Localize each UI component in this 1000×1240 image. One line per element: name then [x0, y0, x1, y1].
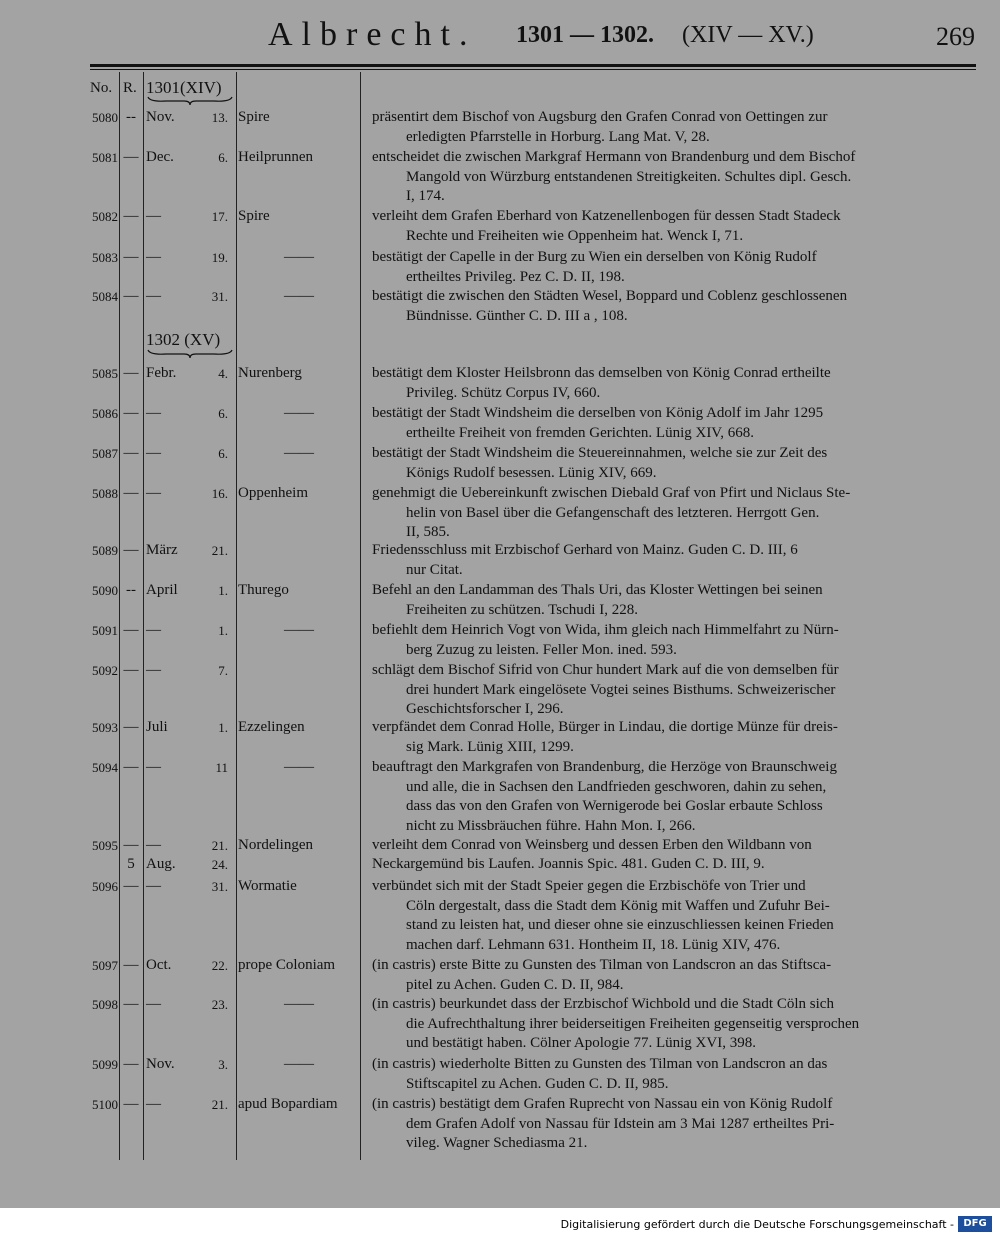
entry-number: 5096 — [92, 879, 118, 894]
entry-place: —— — [284, 759, 314, 775]
entry-text-line: bestätigt der Stadt Windsheim die Steuereinnahmen, welche sie zur Zeit des — [372, 445, 828, 461]
entry-text-line: helin von Basel über die Gefangenschaft des letzteren. Herrgott Gen. — [406, 504, 820, 521]
entry-text-line: vileg. Wagner Schediasma 21. — [406, 1135, 588, 1151]
entry-regnal-year: — — [123, 365, 139, 381]
entry-day: 16. — [211, 486, 228, 501]
entry-month: Nov. — [146, 109, 175, 125]
entry-text-line: bestätigt der Stadt Windsheim die derselben von König Adolf im Jahr 1295 — [372, 405, 824, 421]
entry-text — [372, 621, 972, 660]
entry-day: 6. — [218, 150, 228, 165]
section-brace — [146, 349, 234, 359]
entry-number: 5084 — [92, 289, 118, 304]
entry-text-line: dem Grafen Adolf von Nassau für Idstein am 3 Mai 1287 ertheiltes Pri- — [406, 1115, 835, 1132]
entry-text-line: (in castris) bestätigt dem Grafen Ruprecht von Nassau ein von König Rudolf — [372, 1096, 833, 1112]
entry-text — [372, 758, 972, 836]
dfg-logo: DFG — [958, 1216, 992, 1232]
entry-text-line: Geschichtsforscher I, 296. — [406, 701, 564, 717]
entry-place: Spire — [238, 208, 270, 224]
entry-place: Wormatie — [238, 878, 297, 894]
entry-number: 5089 — [92, 543, 118, 558]
entry-number: 5093 — [92, 720, 118, 735]
entry-text-line: ertheiltes Privileg. Pez C. D. II, 198. — [406, 268, 625, 285]
entry-month: — — [146, 445, 161, 461]
entry-month: — — [146, 485, 161, 501]
entry-month: — — [146, 208, 161, 224]
entry-text — [372, 718, 972, 757]
entry-number: 5086 — [92, 406, 118, 421]
entry-text — [372, 248, 972, 287]
entry-regnal-year: -- — [126, 582, 136, 598]
entry-number: 5082 — [92, 209, 118, 224]
entry-text — [372, 877, 972, 955]
entry-day: 13. — [211, 110, 228, 125]
entry-month: — — [146, 288, 161, 304]
entry-month: Nov. — [146, 1056, 175, 1072]
entry-number: 5088 — [92, 486, 118, 501]
entry-regnal-year: — — [123, 542, 139, 558]
entry-text — [372, 148, 972, 207]
entry-regnal-year: — — [123, 249, 139, 265]
entry-number: 5097 — [92, 958, 118, 973]
entry-text — [372, 995, 972, 1054]
entry-text-line: Neckargemünd bis Laufen. Joannis Spic. 481. Guden C. D. III, 9. — [372, 856, 765, 872]
entry-text-line: die Aufrechthaltung ihrer beiderseitigen Freiheiten gegenseitig versprochen — [406, 1015, 860, 1032]
footer-credit: Digitalisierung gefördert durch die Deutsche Forschungsgemeinschaft - — [560, 1218, 954, 1231]
entry-text-line: bestätigt der Capelle in der Burg zu Wien ein derselben von König Rudolf — [372, 249, 817, 265]
column-header-r: R. — [123, 80, 137, 96]
entry-number: 5100 — [92, 1097, 118, 1112]
entry-text-line: Cöln dergestalt, dass die Stadt dem König mit Waffen und Zufuhr Bei- — [406, 897, 830, 914]
entry-regnal-year: — — [123, 759, 139, 775]
entry-regnal-year: — — [123, 485, 139, 501]
entry-day: 23. — [211, 997, 228, 1012]
entry-text-line: berg Zuzug zu leisten. Feller Mon. ined. 593. — [406, 641, 677, 658]
entry-text-line: Bündnisse. Günther C. D. III a , 108. — [406, 307, 628, 324]
entry-text-line: Befehl an den Landamman des Thals Uri, das Kloster Wettingen bei seinen — [372, 582, 823, 598]
entry-day: 6. — [218, 406, 228, 421]
entry-day: 4. — [218, 366, 228, 381]
entry-text — [372, 855, 972, 875]
entry-place: Spire — [238, 109, 270, 125]
entry-month: Aug. — [146, 856, 176, 872]
entry-day: 6. — [218, 446, 228, 461]
entry-regnal-year: 5 — [127, 856, 135, 872]
entry-text-line: Rechte und Freiheiten wie Oppenheim hat. Wenck I, 71. — [406, 227, 744, 244]
entry-text-line: verpfändet dem Conrad Holle, Bürger in Lindau, die dortige Münze für dreis- — [372, 719, 838, 735]
entry-regnal-year: — — [123, 445, 139, 461]
footer-bar — [0, 1208, 1000, 1240]
section-brace — [146, 96, 234, 106]
entry-place: —— — [284, 1056, 314, 1072]
entry-number: 5094 — [92, 760, 118, 775]
entry-day: 31. — [211, 879, 228, 894]
entry-day: 19. — [211, 250, 228, 265]
column-divider — [236, 72, 237, 1160]
entry-place: —— — [284, 622, 314, 638]
entry-text-line: Königs Rudolf besessen. Lünig XIV, 669. — [406, 464, 657, 481]
entry-month: April — [146, 582, 178, 598]
entry-day: 1. — [218, 583, 228, 598]
entry-place: prope Coloniam — [238, 957, 336, 973]
entry-text-line: bestätigt die zwischen den Städten Wesel, Boppard und Coblenz geschlossenen — [372, 288, 848, 304]
entry-text-line: (in castris) beurkundet dass der Erzbischof Wichbold und die Stadt Cöln sich — [372, 996, 834, 1012]
entry-text — [372, 444, 972, 483]
entry-place: Nordelingen — [238, 837, 313, 853]
entry-day: 31. — [211, 289, 228, 304]
entry-text — [372, 541, 972, 580]
entry-text — [372, 484, 972, 543]
entry-place: —— — [284, 405, 314, 421]
entry-day: 17. — [211, 209, 228, 224]
entry-month: — — [146, 405, 161, 421]
header-rule-thin — [90, 69, 976, 70]
entry-text-line: I, 174. — [406, 188, 445, 204]
entry-regnal-year: — — [123, 878, 139, 894]
entry-number: 5081 — [92, 150, 118, 165]
entry-regnal-year: — — [123, 1056, 139, 1072]
entry-text-line: Stiftscapitel zu Achen. Guden C. D. II, 985. — [406, 1075, 669, 1092]
entry-text — [372, 836, 972, 856]
entry-text-line: verbündet sich mit der Stadt Speier gegen die Erzbischöfe von Trier und — [372, 878, 806, 894]
entry-number: 5095 — [92, 838, 118, 853]
entry-number: 5090 — [92, 583, 118, 598]
entry-text — [372, 207, 972, 246]
entry-text-line: II, 585. — [406, 524, 450, 540]
entry-regnal-year: — — [123, 208, 139, 224]
entry-text-line: stand zu leisten hat, und dieser ohne sie einzuschliessen keinen Frieden — [406, 917, 834, 933]
entry-regnal-year: — — [123, 288, 139, 304]
entry-day: 22. — [211, 958, 228, 973]
entry-regnal-year: — — [123, 622, 139, 638]
entry-text-line: Freiheiten zu schützen. Tschudi I, 228. — [406, 601, 638, 618]
entry-month: — — [146, 837, 161, 853]
header-name: Albrecht. — [268, 16, 477, 53]
entry-text — [372, 956, 972, 995]
entry-text-line: Mangold von Würzburg entstandenen Streitigkeiten. Schultes dipl. Gesch. — [406, 168, 852, 185]
entry-place: —— — [284, 996, 314, 1012]
entry-month: — — [146, 662, 161, 678]
entry-text — [372, 581, 972, 620]
entry-regnal-year: -- — [126, 109, 136, 125]
entry-place: —— — [284, 288, 314, 304]
entry-month: — — [146, 1096, 161, 1112]
entry-place: —— — [284, 249, 314, 265]
entry-text-line: dass das von den Grafen von Wernigerode bei Goslar erbaute Schloss — [406, 798, 823, 814]
entry-regnal-year: — — [123, 1096, 139, 1112]
entry-number: 5080 — [92, 110, 118, 125]
entry-text-line: schlägt dem Bischof Sifrid von Chur hundert Mark auf die von demselben für — [372, 662, 839, 678]
entry-place: Thurego — [238, 582, 289, 598]
entry-month: — — [146, 878, 161, 894]
section-heading-1302: 1302 (XV) — [146, 330, 221, 349]
entry-regnal-year: — — [123, 837, 139, 853]
header-reign: (XIV — XV.) — [682, 22, 814, 48]
entry-text-line: und alle, die in Sachsen den Landfrieden geschworen, dahin zu sehen, — [406, 778, 827, 795]
entry-text-line: Privileg. Schütz Corpus IV, 660. — [406, 384, 601, 401]
entry-month: Juli — [146, 719, 168, 735]
entry-number: 5085 — [92, 366, 118, 381]
entry-number: 5083 — [92, 250, 118, 265]
entry-day: 1. — [218, 720, 228, 735]
section-heading-1301: 1301(XIV) — [146, 78, 222, 97]
entry-text-line: Friedensschluss mit Erzbischof Gerhard von Mainz. Guden C. D. III, 6 — [372, 542, 798, 558]
entry-day: 21. — [211, 543, 228, 558]
entry-day: 1. — [218, 623, 228, 638]
entry-text — [372, 1055, 972, 1094]
entry-text-line: verleiht dem Conrad von Weinsberg und dessen Erben den Wildbann von — [372, 837, 812, 853]
entry-text-line: entscheidet die zwischen Markgraf Hermann von Brandenburg und dem Bischof — [372, 149, 856, 165]
entry-number: 5092 — [92, 663, 118, 678]
entry-month: — — [146, 249, 161, 265]
entry-regnal-year: — — [123, 996, 139, 1012]
entry-text-line: nur Citat. — [406, 561, 463, 578]
entry-text-line: nicht zu Missbräuchen führe. Hahn Mon. I, 266. — [406, 817, 696, 834]
entry-number: 5099 — [92, 1057, 118, 1072]
entry-place: —— — [284, 445, 314, 461]
entry-text-line: präsentirt dem Bischof von Augsburg den Grafen Conrad von Oettingen zur — [372, 109, 828, 125]
entry-month: — — [146, 759, 161, 775]
entry-place: Ezzelingen — [238, 719, 305, 735]
entry-place: Oppenheim — [238, 485, 308, 501]
entry-text — [372, 661, 972, 720]
entry-month: — — [146, 622, 161, 638]
entry-text — [372, 404, 972, 443]
entry-day: 7. — [218, 663, 228, 678]
entry-regnal-year: — — [123, 957, 139, 973]
entry-text-line: genehmigt die Uebereinkunft zwischen Diebald Graf von Pfirt und Niclaus Ste- — [372, 485, 851, 501]
entry-text-line: bestätigt dem Kloster Heilsbronn das demselben von König Conrad ertheilte — [372, 365, 831, 381]
entry-text — [372, 1095, 972, 1154]
entry-month: Oct. — [146, 957, 172, 973]
entry-day: 21. — [211, 838, 228, 853]
running-header — [0, 14, 1000, 60]
entry-text-line: machen darf. Lehmann 631. Hontheim II, 18. Lünig XIV, 476. — [406, 936, 781, 953]
entry-text — [372, 108, 972, 147]
entry-month: März — [146, 542, 178, 558]
entry-text-line: (in castris) wiederholte Bitten zu Gunsten des Tilman von Landscron an das — [372, 1056, 828, 1072]
entry-text-line: erledigten Pfarrstelle in Horburg. Lang Mat. V, 28. — [406, 128, 710, 145]
entry-regnal-year: — — [123, 719, 139, 735]
entry-text — [372, 364, 972, 403]
entry-regnal-year: — — [123, 149, 139, 165]
entry-number: 5091 — [92, 623, 118, 638]
entry-day: 24. — [211, 857, 228, 872]
entry-text-line: ertheilte Freiheit von fremden Gerichten. Lünig XIV, 668. — [406, 424, 754, 441]
entry-regnal-year: — — [123, 405, 139, 421]
entry-text-line: pitel zu Achen. Guden C. D. II, 984. — [406, 976, 624, 993]
entry-day: 11 — [215, 760, 228, 775]
page-number: 269 — [936, 22, 975, 51]
column-divider — [360, 72, 361, 1160]
entry-place: Nurenberg — [238, 365, 302, 381]
entry-month: — — [146, 996, 161, 1012]
entry-number: 5098 — [92, 997, 118, 1012]
column-header-no: No. — [90, 80, 113, 96]
entry-text-line: beauftragt den Markgrafen von Brandenburg, die Herzöge von Braunschweig — [372, 759, 837, 775]
entry-regnal-year: — — [123, 662, 139, 678]
entry-text-line: befiehlt dem Heinrich Vogt von Wida, ihm gleich nach Himmelfahrt zu Nürn- — [372, 622, 839, 638]
header-rule-thick — [90, 64, 976, 67]
entry-text-line: (in castris) erste Bitte zu Gunsten des Tilman von Landscron an das Stiftsca- — [372, 957, 832, 973]
entry-day: 21. — [211, 1097, 228, 1112]
entry-month: Dec. — [146, 149, 174, 165]
entry-place: apud Bopardiam — [238, 1096, 338, 1112]
entry-place: Heilprunnen — [238, 149, 313, 165]
entry-month: Febr. — [146, 365, 177, 381]
column-divider — [143, 72, 144, 1160]
entry-text-line: drei hundert Mark eingelösete Vogtei seines Bisthums. Schweizerischer — [406, 681, 836, 698]
entry-text-line: sig Mark. Lünig XIII, 1299. — [406, 738, 574, 755]
header-years: 1301 — 1302. — [516, 22, 654, 48]
entry-text — [372, 287, 972, 326]
entry-number: 5087 — [92, 446, 118, 461]
entry-text-line: verleiht dem Grafen Eberhard von Katzenellenbogen für dessen Stadt Stadeck — [372, 208, 841, 224]
entry-day: 3. — [218, 1057, 228, 1072]
entry-text-line: und bestätigt haben. Cölner Apologie 77. Lünig XVI, 398. — [406, 1035, 756, 1051]
